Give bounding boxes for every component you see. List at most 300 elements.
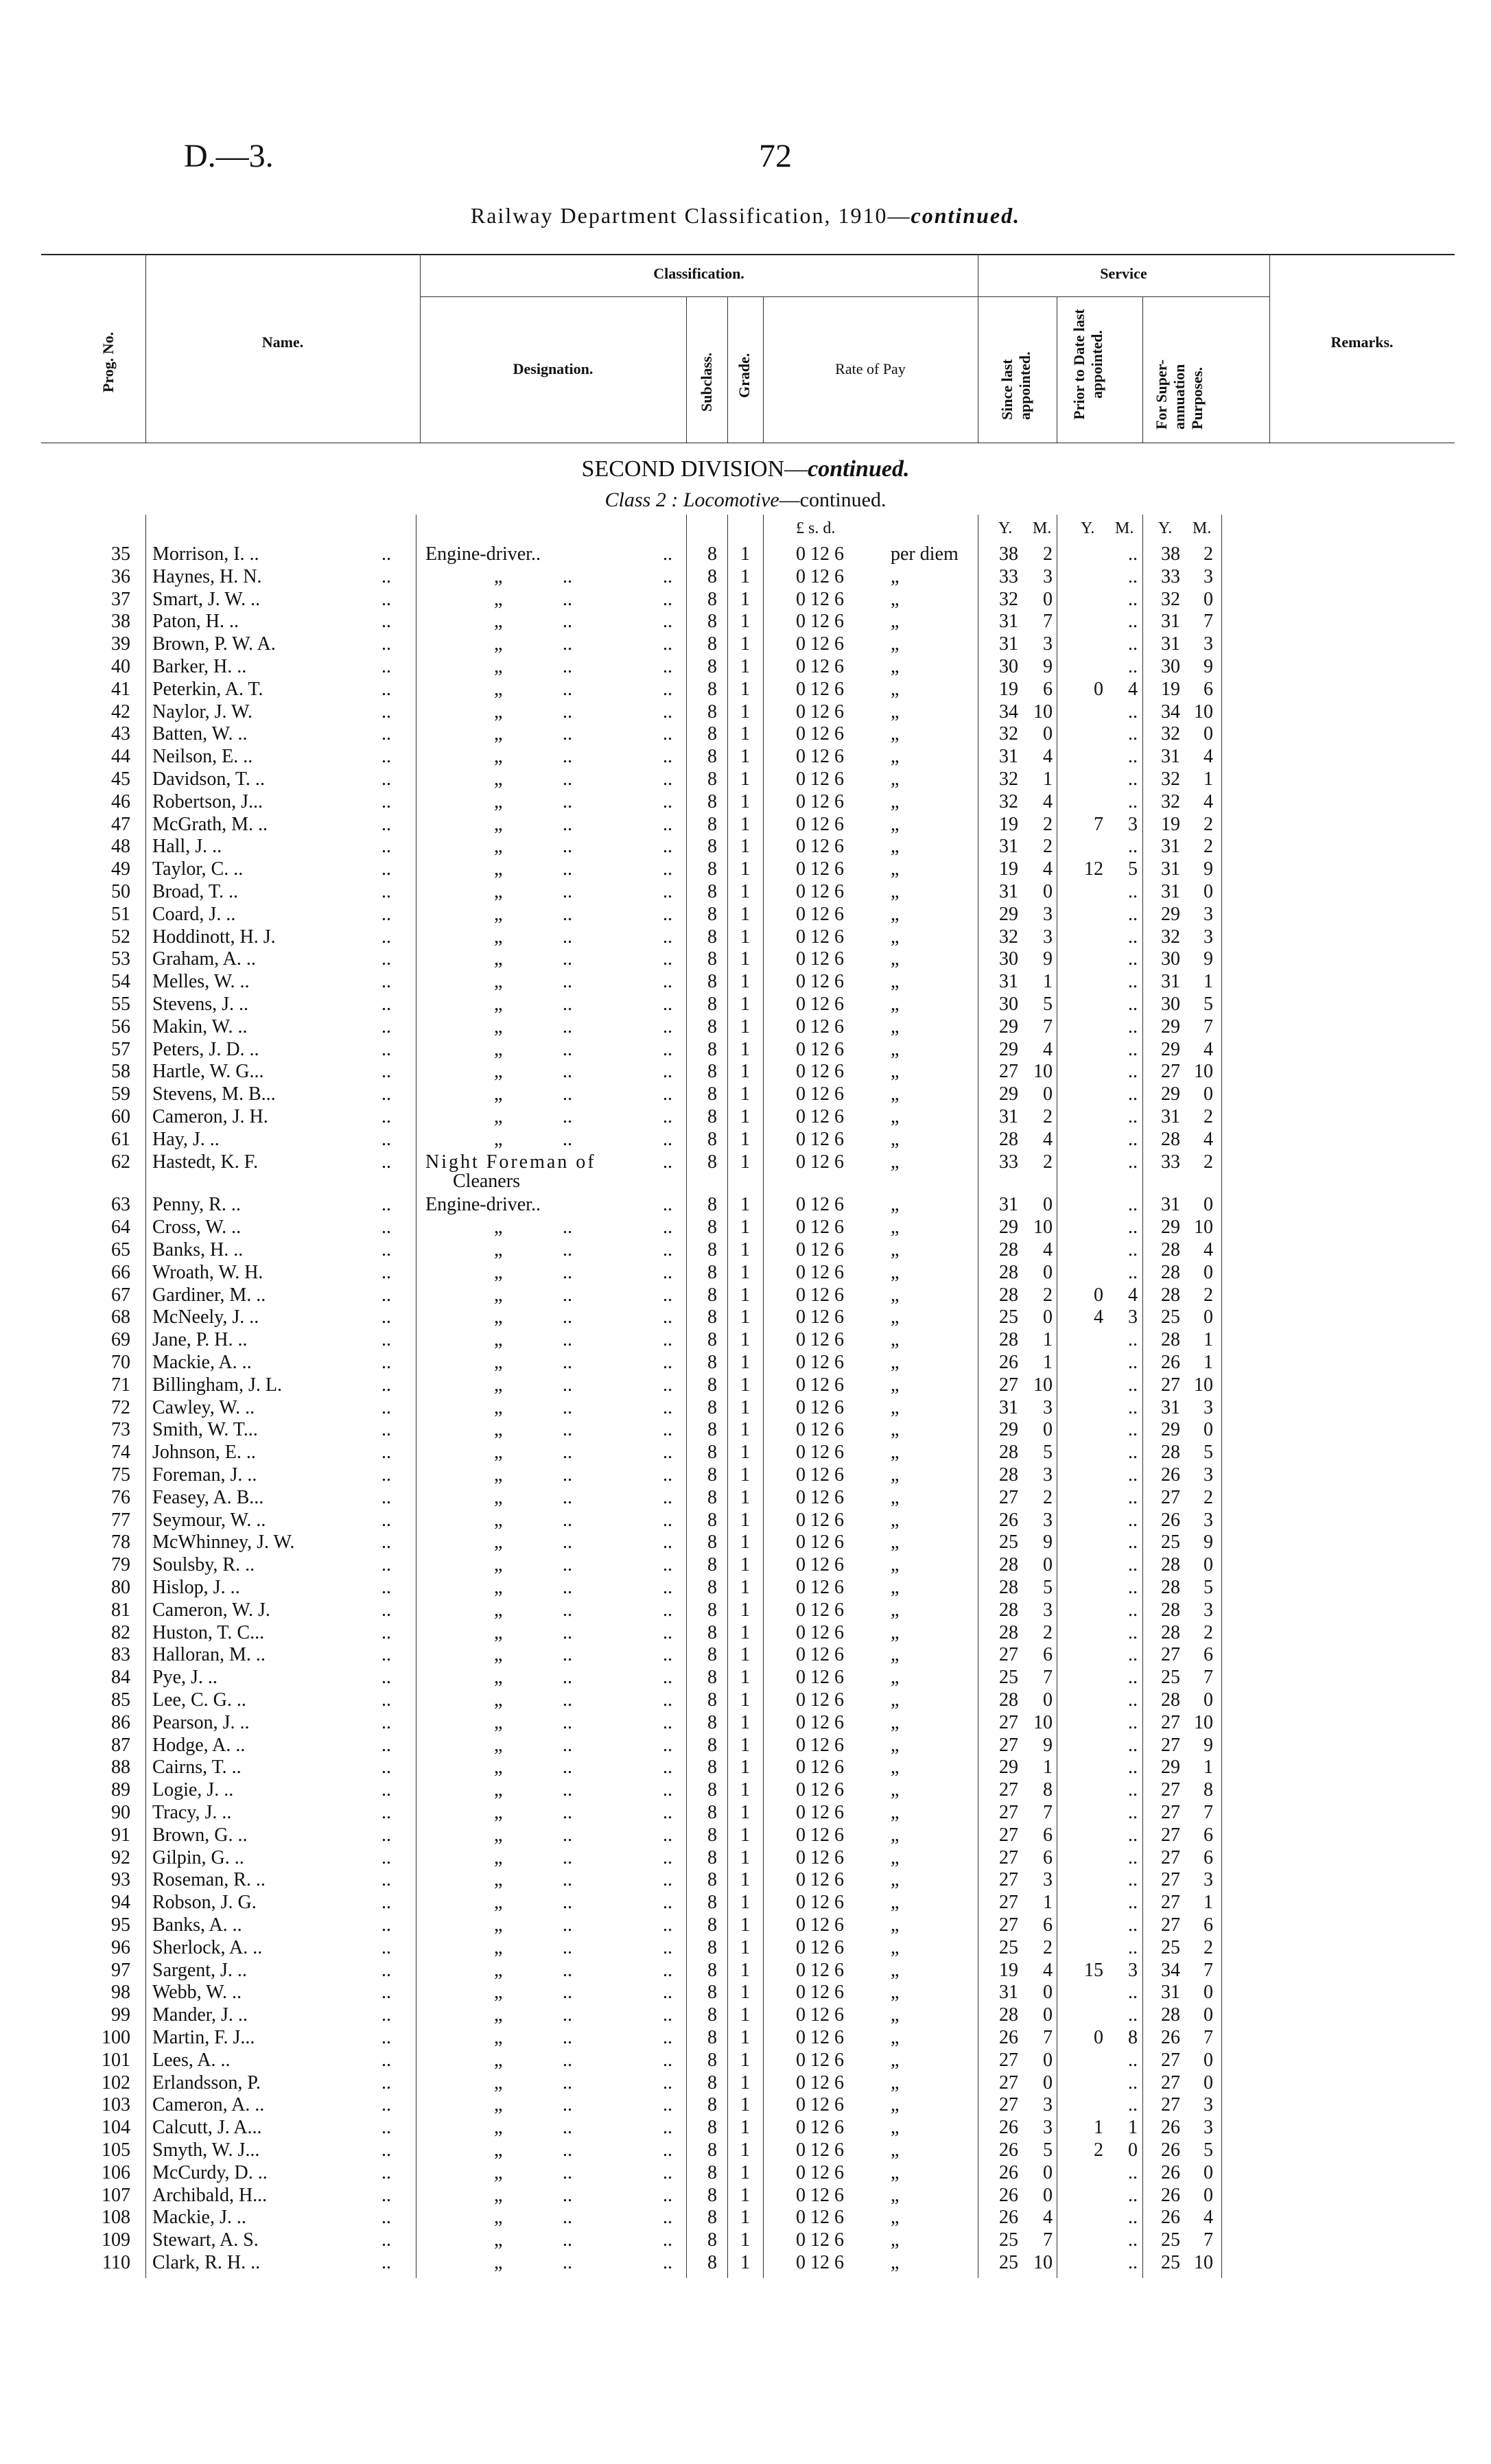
super-months-cell: 1 (1204, 1329, 1213, 1351)
since-years-cell: 28 (999, 1689, 1018, 1711)
designation-cell: „ (494, 1621, 503, 1643)
super-years-cell: 26 (1161, 1464, 1180, 1486)
super-years-cell: 29 (1161, 1757, 1180, 1779)
grade-cell: 1 (740, 1061, 750, 1083)
since-months-cell: 0 (1043, 2072, 1053, 2093)
since-months-cell: 4 (1043, 1038, 1053, 1060)
table-row (0, 1779, 1491, 1801)
since-months-cell: 9 (1043, 948, 1053, 970)
super-months-cell: 1 (1204, 971, 1213, 993)
since-years-cell: 27 (999, 1846, 1018, 1868)
grade-cell: 1 (740, 2184, 750, 2206)
subclass-cell: 8 (707, 1194, 717, 1216)
since-years-cell: 33 (999, 565, 1018, 587)
units-prior-y: Y. (1081, 519, 1095, 537)
pay-period-cell: „ (891, 903, 900, 925)
designation-cell: „ (494, 1779, 503, 1801)
leader-dots: .. (663, 1869, 672, 1891)
since-years-cell: 28 (999, 1442, 1018, 1464)
designation-cell: „ (494, 1959, 503, 1981)
leader-dots: .. (663, 1532, 672, 1553)
table-row (0, 904, 1491, 926)
rate-of-pay-cell: 0 12 6 (796, 1442, 844, 1464)
leader-dots: .. (563, 1599, 572, 1621)
prog-no-cell: 53 (111, 948, 130, 970)
since-months-cell: 6 (1043, 1846, 1053, 1868)
designation-cell: „ (494, 1128, 503, 1150)
leader-dots: .. (663, 633, 672, 655)
super-years-cell: 34 (1161, 701, 1180, 723)
since-months-cell: 2 (1043, 543, 1053, 565)
grade-cell: 1 (740, 1802, 750, 1823)
leader-dots: .. (381, 1757, 391, 1779)
subclass-cell: 8 (707, 768, 717, 790)
super-months-cell: 1 (1204, 1757, 1213, 1779)
super-years-cell: 28 (1161, 1554, 1180, 1576)
since-months-cell: 2 (1043, 1486, 1053, 1508)
division-label: SECOND DIVISION— (581, 456, 808, 482)
prior-months-cell: .. (1128, 1486, 1138, 1508)
units-super-m: M. (1193, 519, 1212, 537)
since-months-cell: 0 (1043, 1419, 1053, 1441)
prior-months-cell: .. (1128, 1846, 1138, 1868)
since-years-cell: 26 (999, 2207, 1018, 2229)
pay-period-cell: „ (891, 881, 900, 902)
pay-period-cell: „ (891, 1239, 900, 1260)
grade-cell: 1 (740, 1936, 750, 1958)
since-years-cell: 26 (999, 1352, 1018, 1373)
rate-of-pay-cell: 0 12 6 (796, 2139, 844, 2161)
table-row (0, 723, 1491, 745)
leader-dots: .. (381, 1711, 391, 1733)
name-cell: Stevens, J. .. (152, 994, 248, 1015)
leader-dots: .. (563, 2139, 572, 2161)
leader-dots: .. (563, 1577, 572, 1598)
since-months-cell: 8 (1043, 1779, 1053, 1801)
super-years-cell: 27 (1161, 1869, 1180, 1891)
prior-months-cell: .. (1128, 768, 1138, 790)
grade-cell: 1 (740, 723, 750, 745)
leader-dots: .. (663, 1644, 672, 1666)
prior-months-cell: .. (1128, 1016, 1138, 1037)
super-months-cell: 3 (1204, 903, 1213, 925)
designation-cell: „ (494, 1464, 503, 1486)
designation-cell: „ (494, 1936, 503, 1958)
leader-dots: .. (563, 2027, 572, 2048)
pay-period-cell: „ (891, 948, 900, 970)
grade-cell: 1 (740, 1982, 750, 2004)
subclass-cell: 8 (707, 1779, 717, 1801)
since-years-cell: 31 (999, 1982, 1018, 2004)
prior-months-cell: .. (1128, 1802, 1138, 1823)
pay-period-cell: „ (891, 1352, 900, 1373)
leader-dots: .. (381, 1106, 391, 1127)
rate-of-pay-cell: 0 12 6 (796, 2027, 844, 2048)
pay-period-cell: „ (891, 1151, 900, 1173)
since-years-cell: 27 (999, 1374, 1018, 1396)
super-months-cell: 2 (1204, 543, 1213, 565)
table-row (0, 656, 1491, 678)
rate-of-pay-cell: 0 12 6 (796, 1329, 844, 1351)
prior-months-cell: .. (1128, 2004, 1138, 2026)
super-years-cell: 32 (1161, 723, 1180, 745)
subclass-cell: 8 (707, 1374, 717, 1396)
table-row (0, 1397, 1491, 1419)
subclass-cell: 8 (707, 746, 717, 768)
prog-no-cell: 73 (111, 1419, 130, 1441)
pay-period-cell: „ (891, 1621, 900, 1643)
subclass-cell: 8 (707, 2161, 717, 2183)
name-cell: Lee, C. G. .. (152, 1689, 246, 1711)
super-months-cell: 9 (1204, 1532, 1213, 1553)
name-cell: Lees, A. .. (152, 2049, 231, 2071)
subclass-cell: 8 (707, 1757, 717, 1779)
since-months-cell: 3 (1043, 2117, 1053, 2139)
rate-of-pay-cell: 0 12 6 (796, 2207, 844, 2229)
leader-dots: .. (563, 1936, 572, 1958)
name-cell: Hay, J. .. (152, 1128, 220, 1150)
pay-period-cell: „ (891, 1554, 900, 1576)
leader-dots: .. (663, 813, 672, 835)
prog-no-cell: 58 (111, 1061, 130, 1083)
name-cell: Halloran, M. .. (152, 1644, 266, 1666)
prog-no-cell: 50 (111, 881, 130, 902)
super-years-cell: 27 (1161, 1892, 1180, 1914)
since-years-cell: 30 (999, 994, 1018, 1015)
name-cell: Billingham, J. L. (152, 1374, 282, 1396)
table-row (0, 1464, 1491, 1486)
table-row (0, 926, 1491, 948)
super-years-cell: 29 (1161, 1083, 1180, 1105)
subclass-cell: 8 (707, 1711, 717, 1733)
since-months-cell: 0 (1043, 2161, 1053, 2183)
leader-dots: .. (563, 678, 572, 700)
since-years-cell: 29 (999, 903, 1018, 925)
since-months-cell: 3 (1043, 926, 1053, 948)
leader-dots: .. (563, 565, 572, 587)
rate-of-pay-cell: 0 12 6 (796, 1464, 844, 1486)
leader-dots: .. (663, 1959, 672, 1981)
leader-dots: .. (563, 2049, 572, 2071)
super-months-cell: 0 (1204, 1306, 1213, 1328)
grade-cell: 1 (740, 1914, 750, 1936)
leader-dots: .. (381, 2072, 391, 2093)
header-superannuation: For Super-annuation Purposes. (1153, 359, 1206, 430)
leader-dots: .. (663, 2161, 672, 2183)
since-years-cell: 25 (999, 1306, 1018, 1328)
super-years-cell: 27 (1161, 1846, 1180, 1868)
table-row (0, 2072, 1491, 2094)
subclass-cell: 8 (707, 881, 717, 902)
leader-dots: .. (381, 1374, 391, 1396)
super-years-cell: 27 (1161, 1734, 1180, 1756)
prog-no-cell: 35 (111, 543, 130, 565)
prog-no-cell: 46 (111, 790, 130, 812)
leader-dots: .. (381, 1869, 391, 1891)
prog-no-cell: 43 (111, 723, 130, 745)
grade-cell: 1 (740, 926, 750, 948)
subclass-cell: 8 (707, 2027, 717, 2048)
designation-cell: „ (494, 2049, 503, 2071)
since-months-cell: 3 (1043, 1509, 1053, 1531)
rate-of-pay-cell: 0 12 6 (796, 2229, 844, 2251)
prog-no-cell: 83 (111, 1644, 130, 1666)
super-months-cell: 2 (1204, 1486, 1213, 1508)
pay-period-cell: „ (891, 2184, 900, 2206)
super-years-cell: 26 (1161, 2027, 1180, 2048)
super-years-cell: 27 (1161, 2049, 1180, 2071)
leader-dots: .. (381, 678, 391, 700)
designation-cell: „ (494, 1711, 503, 1733)
super-months-cell: 9 (1204, 1734, 1213, 1756)
leader-dots: .. (663, 1128, 672, 1150)
super-months-cell: 10 (1194, 1217, 1213, 1239)
since-years-cell: 31 (999, 1106, 1018, 1127)
prior-months-cell: .. (1128, 2094, 1138, 2116)
super-months-cell: 8 (1204, 1779, 1213, 1801)
super-years-cell: 29 (1161, 1038, 1180, 1060)
leader-dots: .. (663, 543, 672, 565)
name-cell: Tracy, J. .. (152, 1802, 232, 1823)
leader-dots: .. (381, 1936, 391, 1958)
grade-cell: 1 (740, 1374, 750, 1396)
name-cell: McNeely, J. .. (152, 1306, 259, 1328)
subclass-cell: 8 (707, 1486, 717, 1508)
super-years-cell: 28 (1161, 1689, 1180, 1711)
since-months-cell: 7 (1043, 1802, 1053, 1823)
since-years-cell: 28 (999, 1284, 1018, 1306)
rate-of-pay-cell: 0 12 6 (796, 1239, 844, 1260)
rate-of-pay-cell: 0 12 6 (796, 1846, 844, 1868)
subclass-cell: 8 (707, 948, 717, 970)
grade-cell: 1 (740, 2229, 750, 2251)
prior-years-cell: 2 (1094, 2139, 1103, 2161)
super-months-cell: 1 (1204, 1352, 1213, 1373)
division-continued: continued. (808, 456, 910, 482)
table-row (0, 1577, 1491, 1599)
subclass-cell: 8 (707, 1644, 717, 1666)
prior-months-cell: .. (1128, 1352, 1138, 1373)
leader-dots: .. (381, 1667, 391, 1689)
leader-dots: .. (563, 1419, 572, 1441)
table-row (0, 1419, 1491, 1441)
rate-of-pay-cell: 0 12 6 (796, 813, 844, 835)
subclass-cell: 8 (707, 2207, 717, 2229)
prior-months-cell: 3 (1128, 813, 1138, 835)
grade-cell: 1 (740, 1959, 750, 1981)
leader-dots: .. (563, 2252, 572, 2273)
since-years-cell: 28 (999, 1464, 1018, 1486)
name-cell: Haynes, H. N. (152, 565, 262, 587)
grade-cell: 1 (740, 1892, 750, 1914)
prog-no-cell: 105 (102, 2139, 130, 2161)
pay-period-cell: „ (891, 1038, 900, 1060)
designation-cell: „ (494, 1486, 503, 1508)
rate-of-pay-cell: 0 12 6 (796, 1734, 844, 1756)
table-row (0, 1644, 1491, 1666)
pay-period-cell: „ (891, 1532, 900, 1553)
leader-dots: .. (563, 1306, 572, 1328)
prog-no-cell: 75 (111, 1464, 130, 1486)
subclass-cell: 8 (707, 2072, 717, 2093)
designation-cell: „ (494, 858, 503, 880)
leader-dots: .. (381, 1644, 391, 1666)
since-years-cell: 28 (999, 1577, 1018, 1598)
pay-period-cell: „ (891, 1128, 900, 1150)
leader-dots: .. (563, 2117, 572, 2139)
table-row (0, 1306, 1491, 1328)
table-row (0, 1982, 1491, 2004)
rate-of-pay-cell: 0 12 6 (796, 1869, 844, 1891)
prior-months-cell: .. (1128, 1982, 1138, 2004)
since-years-cell: 32 (999, 588, 1018, 610)
leader-dots: .. (663, 1689, 672, 1711)
rate-of-pay-cell: 0 12 6 (796, 881, 844, 902)
rate-of-pay-cell: 0 12 6 (796, 701, 844, 723)
prog-no-cell: 44 (111, 746, 130, 768)
pay-period-cell: „ (891, 1442, 900, 1464)
grade-cell: 1 (740, 1352, 750, 1373)
table-row (0, 1352, 1491, 1374)
leader-dots: .. (663, 611, 672, 633)
leader-dots: .. (663, 2049, 672, 2071)
subclass-cell: 8 (707, 1239, 717, 1260)
designation-cell: „ (494, 903, 503, 925)
super-months-cell: 1 (1204, 768, 1213, 790)
leader-dots: .. (381, 1621, 391, 1643)
prior-months-cell: .. (1128, 1038, 1138, 1060)
prior-months-cell: .. (1128, 1128, 1138, 1150)
super-years-cell: 25 (1161, 1667, 1180, 1689)
leader-dots: .. (563, 1554, 572, 1576)
table-row (0, 633, 1491, 655)
leader-dots: .. (563, 1734, 572, 1756)
rate-of-pay-cell: 0 12 6 (796, 2252, 844, 2273)
rate-of-pay-cell: 0 12 6 (796, 1284, 844, 1306)
since-months-cell: 0 (1043, 1689, 1053, 1711)
leader-dots: .. (381, 2252, 391, 2273)
prior-months-cell: .. (1128, 1194, 1138, 1216)
prog-no-cell: 86 (111, 1711, 130, 1733)
leader-dots: .. (381, 903, 391, 925)
since-months-cell: 0 (1043, 1306, 1053, 1328)
units-since-y: Y. (998, 519, 1013, 537)
subclass-cell: 8 (707, 1936, 717, 1958)
designation-cell: „ (494, 1846, 503, 1868)
designation-cell: „ (494, 1016, 503, 1037)
prog-no-cell: 87 (111, 1734, 130, 1756)
grade-cell: 1 (740, 1396, 750, 1418)
name-cell: Hislop, J. .. (152, 1577, 240, 1598)
name-cell: Neilson, E. .. (152, 746, 253, 768)
designation-cell: „ (494, 1509, 503, 1531)
pay-period-cell: „ (891, 1284, 900, 1306)
leader-dots: .. (563, 1329, 572, 1351)
leader-dots: .. (381, 1892, 391, 1914)
leader-dots: .. (563, 948, 572, 970)
leader-dots: .. (563, 1509, 572, 1531)
prior-years-cell: 15 (1084, 1959, 1103, 1981)
grade-cell: 1 (740, 2094, 750, 2116)
prior-months-cell: .. (1128, 2049, 1138, 2071)
since-months-cell: 0 (1043, 2049, 1053, 2071)
since-months-cell: 2 (1043, 813, 1053, 835)
rate-of-pay-cell: 0 12 6 (796, 1061, 844, 1083)
prog-no-cell: 37 (111, 588, 130, 610)
super-months-cell: 6 (1204, 1914, 1213, 1936)
super-months-cell: 0 (1204, 2072, 1213, 2093)
designation-cell: „ (494, 1217, 503, 1239)
table-row (0, 2207, 1491, 2229)
leader-dots: .. (663, 1824, 672, 1846)
table-row (0, 1869, 1491, 1891)
designation-cell: „ (494, 1824, 503, 1846)
name-cell: Stevens, M. B... (152, 1083, 276, 1105)
leader-dots: .. (563, 1061, 572, 1083)
table-row (0, 2004, 1491, 2026)
name-cell: Robson, J. G. (152, 1892, 257, 1914)
designation-cell: „ (494, 2139, 503, 2161)
leader-dots: .. (663, 2229, 672, 2251)
pay-period-cell: „ (891, 633, 900, 655)
designation-cell: „ (494, 1554, 503, 1576)
pay-period-cell: „ (891, 2207, 900, 2229)
leader-dots: .. (663, 1016, 672, 1037)
subclass-cell: 8 (707, 1083, 717, 1105)
pay-period-cell: „ (891, 1667, 900, 1689)
pay-period-cell: „ (891, 1757, 900, 1779)
prior-months-cell: 5 (1128, 858, 1138, 880)
super-years-cell: 26 (1161, 2207, 1180, 2229)
name-cell: Makin, W. .. (152, 1016, 248, 1037)
prog-no-cell: 80 (111, 1577, 130, 1598)
since-months-cell: 9 (1043, 656, 1053, 677)
since-years-cell: 31 (999, 1396, 1018, 1418)
grade-cell: 1 (740, 1509, 750, 1531)
since-months-cell: 10 (1033, 1711, 1053, 1733)
leader-dots: .. (663, 1374, 672, 1396)
prog-no-cell: 104 (102, 2117, 130, 2139)
designation-cell: „ (494, 1261, 503, 1283)
subclass-cell: 8 (707, 1914, 717, 1936)
since-months-cell: 6 (1043, 1644, 1053, 1666)
designation-cell: „ (494, 1892, 503, 1914)
since-years-cell: 26 (999, 2027, 1018, 2048)
name-cell: Calcutt, J. A... (152, 2117, 262, 2139)
designation-cell: „ (494, 1329, 503, 1351)
super-years-cell: 26 (1161, 1509, 1180, 1531)
rate-of-pay-cell: 0 12 6 (796, 858, 844, 880)
designation-cell: „ (494, 2229, 503, 2251)
prog-no-cell: 42 (111, 701, 130, 723)
since-years-cell: 29 (999, 1083, 1018, 1105)
since-months-cell: 3 (1043, 1869, 1053, 1891)
pay-period-cell: „ (891, 1217, 900, 1239)
prior-months-cell: .. (1128, 1667, 1138, 1689)
designation-cell: „ (494, 2184, 503, 2206)
table-row (0, 1824, 1491, 1846)
name-cell: Mander, J. .. (152, 2004, 248, 2026)
table-row (0, 1599, 1491, 1621)
leader-dots: .. (381, 1352, 391, 1373)
leader-dots: .. (381, 1486, 391, 1508)
table-row (0, 1622, 1491, 1644)
leader-dots: .. (663, 1352, 672, 1373)
subclass-cell: 8 (707, 903, 717, 925)
since-months-cell: 7 (1043, 611, 1053, 633)
since-years-cell: 29 (999, 1419, 1018, 1441)
rate-of-pay-cell: 0 12 6 (796, 1374, 844, 1396)
